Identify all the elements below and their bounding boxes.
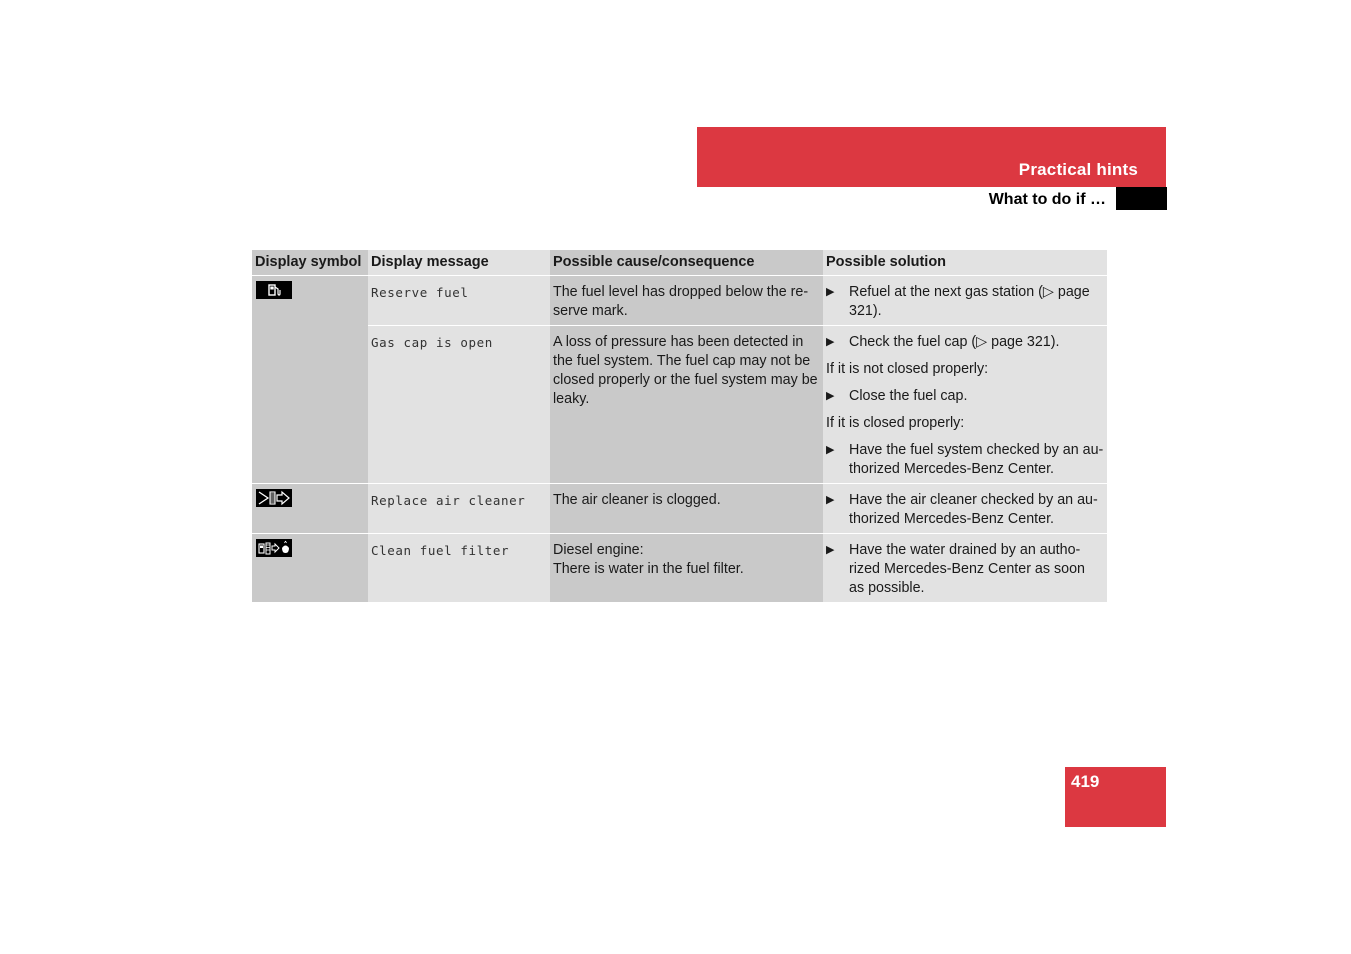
solution-note: If it is not closed properly: [826,361,989,377]
solution-step: ▶ Have the fuel system checked by an au-thorized Mercedes-Benz Center. [826,442,1104,477]
cause-text: There is water in the fuel filter. [553,561,744,577]
cause-cell [550,534,823,603]
page-number: 419 [1071,772,1100,791]
solution-step: ▶ Refuel at the next gas station (▷ page 321). [826,284,1090,319]
table-header-row [252,250,1107,276]
cause-text: The fuel level has dropped below the re-serve mark. [550,276,823,326]
solution-cell [823,326,1107,484]
column-header-display-symbol: Display symbol [252,250,368,276]
table-row [252,326,1107,484]
solution-cell [823,276,1107,326]
section-tab-marker [1116,187,1167,210]
display-messages-table [252,250,1107,603]
solution-cell [823,534,1107,603]
cause-text: Diesel engine: [553,542,644,558]
page-subtitle: What to do if … [988,191,1106,208]
fuel-filter-water-icon [256,539,292,557]
table-row [252,276,1107,326]
bullet-arrow-icon: ▶ [826,336,835,348]
display-message: Reserve fuel [368,276,550,326]
display-message: Replace air cleaner [368,484,550,534]
bullet-arrow-icon: ▶ [826,444,835,456]
column-header-display-message: Display message [368,250,550,276]
solution-cell [823,484,1107,534]
section-title: Practical hints [1018,160,1138,179]
table-row [252,484,1107,534]
display-message: Clean fuel filter [368,534,550,603]
solution-step: ▶ Have the water drained by an autho-rized Mercedes-Benz Center as soon as possible. [826,542,1086,596]
bullet-arrow-icon: ▶ [826,544,835,556]
cause-text: A loss of pressure has been detected in the fuel system. The fuel cap may not be closed properly or the fuel system may be leaky. [550,326,823,484]
column-header-solution: Possible solution [823,250,1107,276]
symbol-cell [252,276,368,484]
display-message: Gas cap is open [368,326,550,484]
cause-text: The air cleaner is clogged. [550,484,823,534]
solution-step: ▶ Check the fuel cap (▷ page 321). [826,334,1060,350]
bullet-arrow-icon: ▶ [826,390,835,402]
solution-note: If it is closed properly: [826,415,965,431]
air-cleaner-icon [256,489,292,507]
table-row [252,534,1107,603]
solution-step: ▶ Have the air cleaner checked by an au-thorized Mercedes-Benz Center. [826,492,1098,527]
bullet-arrow-icon: ▶ [826,494,835,506]
page-number-badge [1065,767,1166,827]
solution-step: ▶ Close the fuel cap. [826,388,968,404]
symbol-cell [252,534,368,603]
bullet-arrow-icon: ▶ [826,286,835,298]
fuel-pump-icon [256,281,292,299]
header-band [697,127,1166,187]
symbol-cell [252,484,368,534]
column-header-cause: Possible cause/consequence [550,250,823,276]
